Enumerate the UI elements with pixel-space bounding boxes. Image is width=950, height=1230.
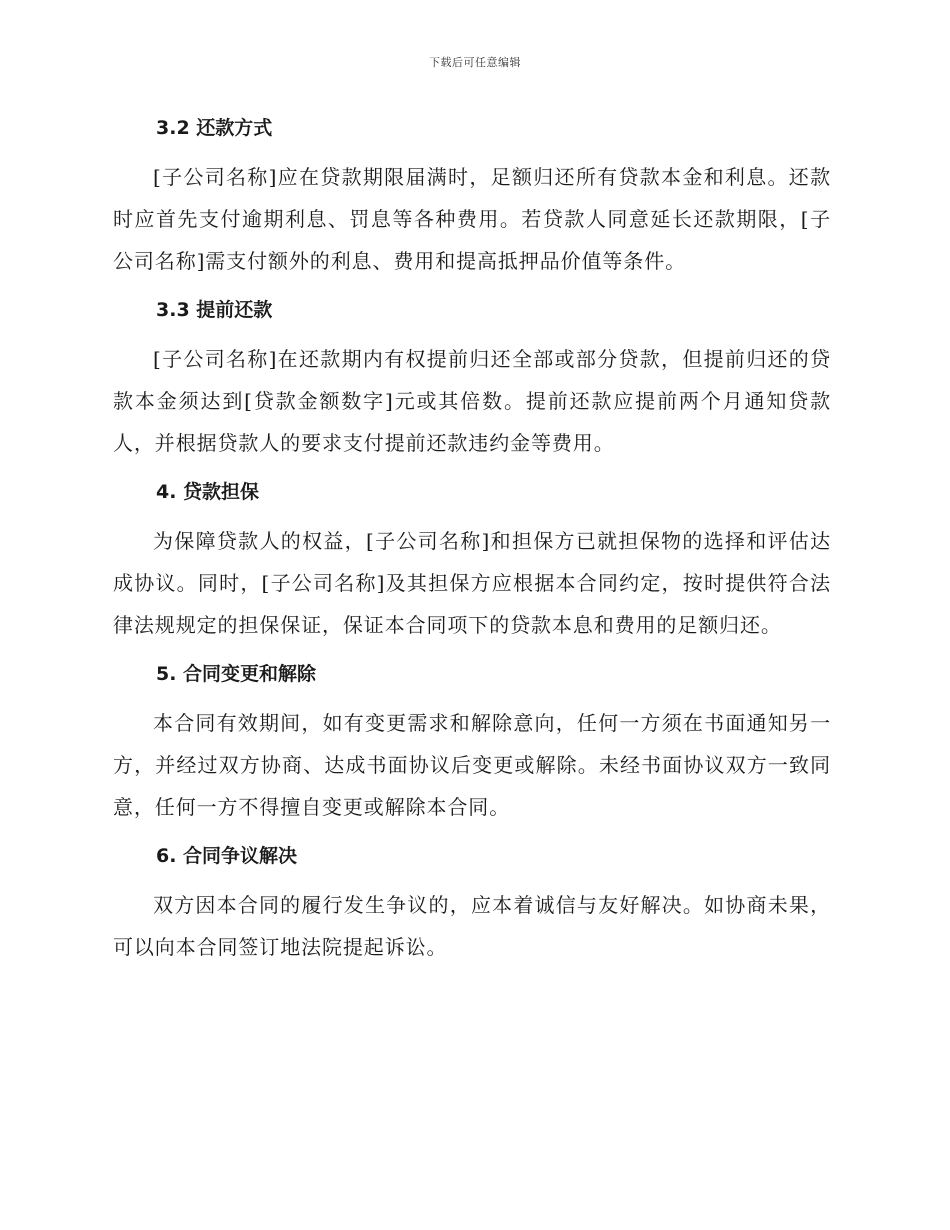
section-paragraph-3-2: [子公司名称]应在贷款期限届满时，足额归还所有贷款本金和利息。还款时应首先支付逾期利息、罚息等各种费用。若贷款人同意延长还款期限，[子公司名称]需支付额外的利息、费用和提高抵押品价值等条件。 [113, 165, 831, 273]
section-heading-3-3: 3.3 提前还款 [156, 299, 273, 321]
section-paragraph-3-3: [子公司名称]在还款期内有权提前归还全部或部分贷款，但提前归还的贷款本金须达到[贷款金额数字]元或其倍数。提前还款应提前两个月通知贷款人，并根据贷款人的要求支付提前还款违约金等费用。 [113, 347, 831, 455]
document-body [113, 108, 831, 976]
section-paragraph-6: 双方因本合同的履行发生争议的，应本着诚信与友好解决。如协商未果，可以向本合同签订地法院提起诉讼。 [113, 893, 831, 959]
page-header: 下载后可任意编辑 [429, 56, 521, 69]
section-heading-3-2: 3.2 还款方式 [156, 117, 273, 139]
section-heading-4: 4. 贷款担保 [156, 481, 260, 503]
section-heading-5: 5. 合同变更和解除 [156, 663, 317, 685]
section-paragraph-5: 本合同有效期间，如有变更需求和解除意向，任何一方须在书面通知另一方，并经过双方协商、达成书面协议后变更或解除。未经书面协议双方一致同意，任何一方不得擅自变更或解除本合同。 [113, 711, 831, 819]
section-heading-6: 6. 合同争议解决 [156, 845, 298, 867]
section-paragraph-4: 为保障贷款人的权益，[子公司名称]和担保方已就担保物的选择和评估达成协议。同时，[子公司名称]及其担保方应根据本合同约定，按时提供符合法律法规规定的担保保证，保证本合同项下的贷款本息和费用的足额归还。 [113, 529, 831, 637]
